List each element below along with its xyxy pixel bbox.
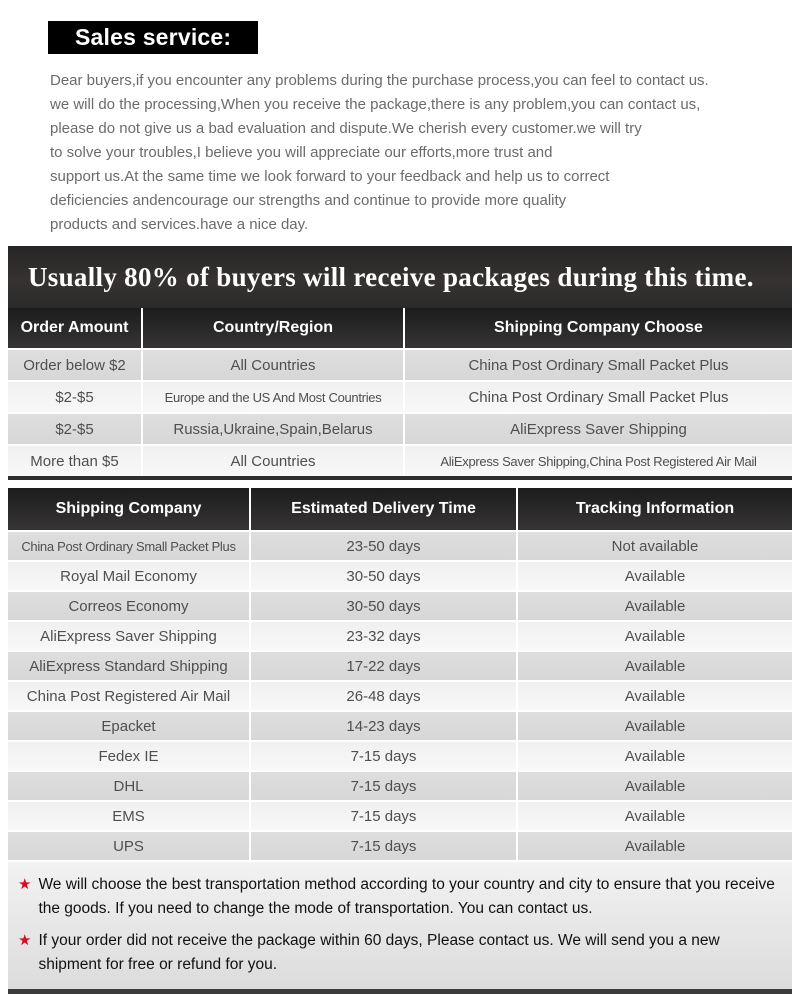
delivery-time-cell: 7-15 days: [251, 802, 518, 830]
delivery-time-cell: 26-48 days: [251, 682, 518, 710]
country-region-cell: Europe and the US And Most Countries: [143, 382, 405, 412]
shipping-company-cell: Correos Economy: [8, 592, 251, 620]
sales-service-title: Sales service:: [48, 21, 258, 54]
table-row: [8, 380, 792, 412]
delivery-time-cell: 7-15 days: [251, 832, 518, 860]
table-row: [8, 650, 792, 680]
table-row: [8, 680, 792, 710]
country-region-cell: All Countries: [143, 350, 405, 380]
delivery-time-cell: 30-50 days: [251, 562, 518, 590]
tracking-cell: Available: [518, 592, 792, 620]
note-text: If your order did not receive the package within 60 days, Please contact us. We will send you a new shipment for free or refund for you.: [38, 932, 720, 973]
column-header-shipping-company: Shipping Company: [8, 488, 251, 530]
delivery-time-cell: 23-32 days: [251, 622, 518, 650]
order-amount-cell: Order below $2: [8, 350, 143, 380]
tracking-cell: Available: [518, 562, 792, 590]
shipping-company-cell: AliExpress Standard Shipping: [8, 652, 251, 680]
shipping-company-cell: AliExpress Saver Shipping: [405, 414, 792, 444]
table-row: [8, 830, 792, 860]
table-row: [8, 560, 792, 590]
star-icon: ★: [18, 932, 32, 949]
shipping-company-cell: Royal Mail Economy: [8, 562, 251, 590]
column-header-estimated-delivery-time: Estimated Delivery Time: [251, 488, 518, 530]
tracking-cell: Not available: [518, 532, 792, 560]
paragraph-line: support us.At the same time we look forward to your feedback and help us to correct: [50, 168, 610, 185]
table-row: [8, 412, 792, 444]
table-row: [8, 620, 792, 650]
note-item: [18, 929, 778, 977]
shipping-company-cell: China Post Registered Air Mail: [8, 682, 251, 710]
shipping-company-cell: China Post Ordinary Small Packet Plus: [405, 382, 792, 412]
table-row: [8, 348, 792, 380]
column-header-country-region: Country/Region: [143, 308, 405, 348]
shipping-company-cell: Fedex IE: [8, 742, 251, 770]
table-row: [8, 530, 792, 560]
bottom-divider-bar: [8, 989, 792, 994]
shipping-company-cell: China Post Ordinary Small Packet Plus: [8, 532, 251, 560]
delivery-time-cell: 23-50 days: [251, 532, 518, 560]
column-header-shipping-company-choose: Shipping Company Choose: [494, 319, 703, 336]
shipping-company-cell: DHL: [8, 772, 251, 800]
paragraph-line: products and services.have a nice day.: [50, 216, 309, 233]
note-text: We will choose the best transportation method according to your country and city to ensure that you receive the goods. If you need to change the mode of transportation. You can contact us.: [38, 876, 775, 917]
column-header-tracking-information: Tracking Information: [575, 500, 735, 517]
sales-service-paragraph: [50, 69, 780, 237]
tracking-cell: Available: [518, 682, 792, 710]
table-row: [8, 444, 792, 476]
paragraph-line: Dear buyers,if you encounter any problems during the purchase process,you can feel to contact us.: [50, 72, 709, 89]
delivery-time-cell: 7-15 days: [251, 772, 518, 800]
paragraph-line: please do not give us a bad evaluation and dispute.We cherish every customer.we will try: [50, 120, 642, 137]
tracking-cell: Available: [518, 712, 792, 740]
star-icon: ★: [18, 876, 32, 893]
paragraph-line: we will do the processing,When you receive the package,there is any problem,you can contact us,: [50, 96, 701, 113]
shipping-company-cell: Epacket: [8, 712, 251, 740]
shipping-company-cell: EMS: [8, 802, 251, 830]
shipping-company-cell: UPS: [8, 832, 251, 860]
order-amount-cell: More than $5: [8, 446, 143, 476]
tracking-cell: Available: [518, 652, 792, 680]
delivery-time-cell: 17-22 days: [251, 652, 518, 680]
shipping-company-cell: China Post Ordinary Small Packet Plus: [405, 350, 792, 380]
tracking-cell: Available: [518, 832, 792, 860]
shipping-company-cell: AliExpress Saver Shipping,China Post Registered Air Mail: [405, 446, 792, 476]
delivery-banner-title: Usually 80% of buyers will receive packages during this time.: [8, 246, 792, 308]
note-item: [18, 873, 778, 921]
tracking-cell: Available: [518, 742, 792, 770]
paragraph-line: deficiencies andencourage our strengths and continue to provide more quality: [50, 192, 567, 209]
table-row: [8, 800, 792, 830]
table-row: [8, 710, 792, 740]
delivery-time-cell: 7-15 days: [251, 742, 518, 770]
delivery-time-block: [8, 488, 792, 994]
column-header-order-amount: Order Amount: [8, 308, 143, 348]
paragraph-line: to solve your troubles,I believe you will appreciate our efforts,more trust and: [50, 144, 553, 161]
sales-service-section: [0, 0, 800, 237]
order-amount-cell: $2-$5: [8, 382, 143, 412]
delivery-table-header: [8, 488, 792, 530]
country-region-cell: All Countries: [143, 446, 405, 476]
shipping-company-cell: AliExpress Saver Shipping: [8, 622, 251, 650]
table-row: [8, 740, 792, 770]
shipping-choice-block: [8, 246, 792, 480]
order-amount-cell: $2-$5: [8, 414, 143, 444]
table-row: [8, 770, 792, 800]
shipping-notes: [8, 860, 792, 989]
shipping-choice-table-header: [8, 308, 792, 348]
table-row: [8, 590, 792, 620]
country-region-cell: Russia,Ukraine,Spain,Belarus: [143, 414, 405, 444]
delivery-time-cell: 30-50 days: [251, 592, 518, 620]
tracking-cell: Available: [518, 802, 792, 830]
tracking-cell: Available: [518, 772, 792, 800]
delivery-time-cell: 14-23 days: [251, 712, 518, 740]
tracking-cell: Available: [518, 622, 792, 650]
